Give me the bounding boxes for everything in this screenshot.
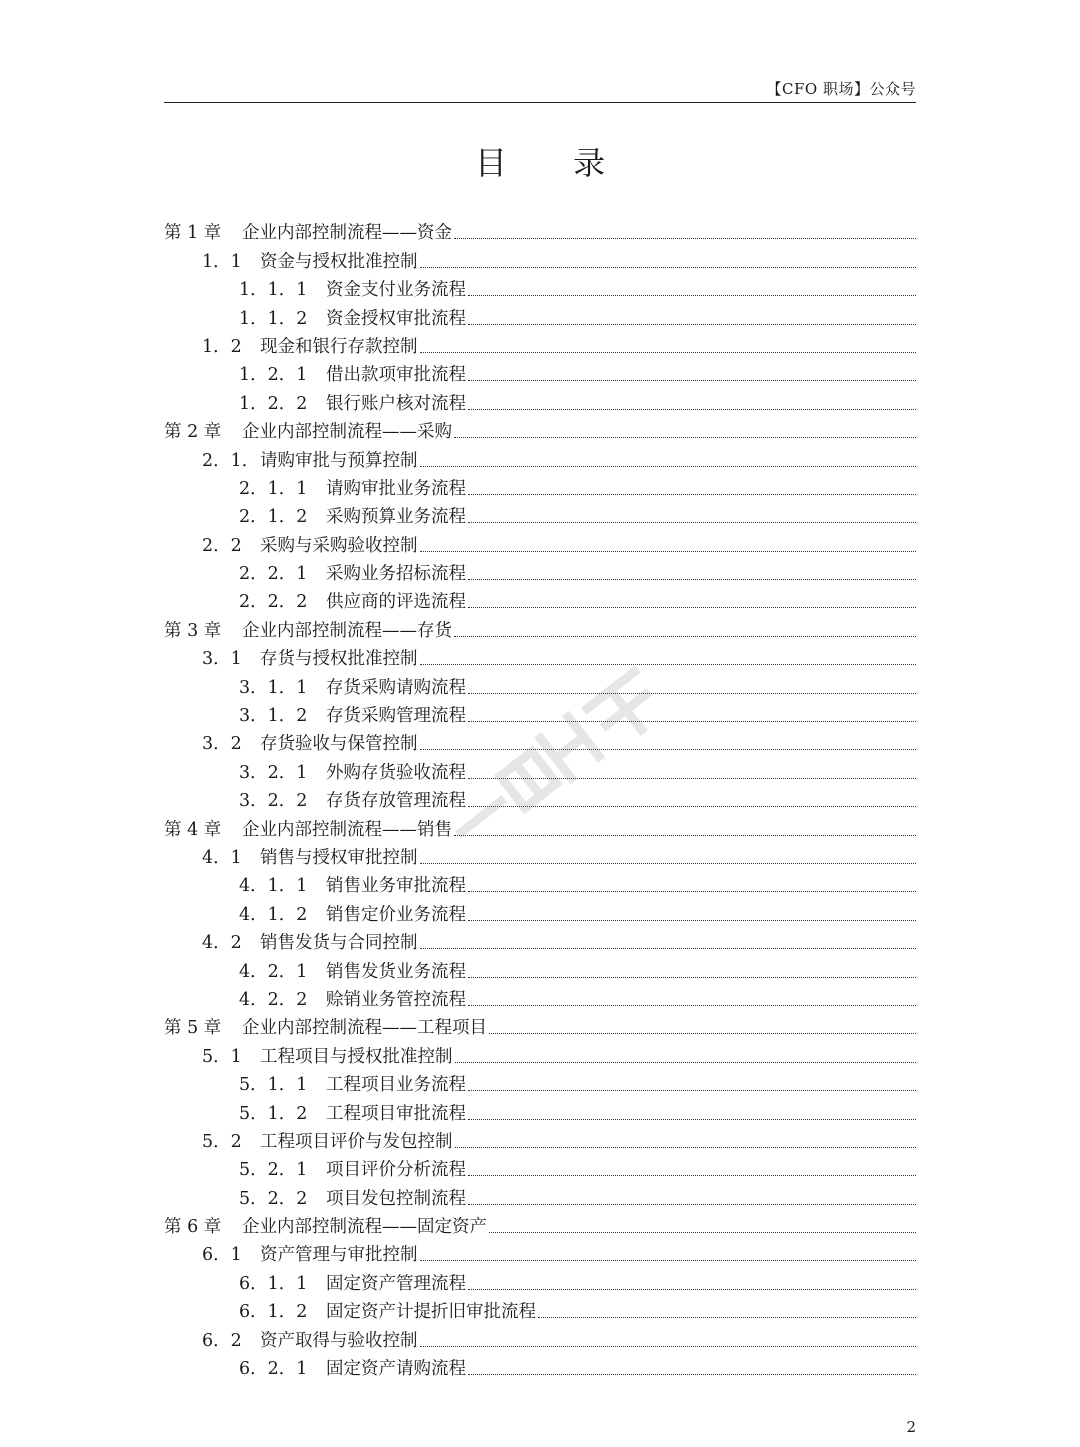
toc-entry-number: 3．2 xyxy=(202,734,242,755)
toc-entry-level3[interactable] xyxy=(164,1153,916,1181)
toc-entry-number: 3．1．1 xyxy=(239,677,308,698)
toc-entry-level1[interactable] xyxy=(164,216,916,244)
toc-entry-title: 销售定价业务流程 xyxy=(326,904,466,925)
toc-entry-level3[interactable] xyxy=(164,784,916,812)
toc-dot-leader xyxy=(420,266,917,268)
toc-entry-level3[interactable] xyxy=(164,897,916,925)
toc-dot-leader xyxy=(489,1231,916,1233)
toc-entry-title: 采购预算业务流程 xyxy=(326,507,466,528)
toc-entry-title: 项目发包控制流程 xyxy=(326,1188,466,1209)
toc-entry-title: 销售业务审批流程 xyxy=(326,876,466,897)
toc-entry-number: 第 6 章 xyxy=(164,1217,222,1238)
toc-entry-title: 资产取得与验收控制 xyxy=(260,1330,418,1351)
toc-entry-title: 存货采购管理流程 xyxy=(326,706,466,727)
toc-entry-title: 外购存货验收流程 xyxy=(326,762,466,783)
toc-dot-leader xyxy=(538,1316,916,1318)
toc-entry-number: 第 5 章 xyxy=(164,1018,222,1039)
toc-entry-title: 资金授权审批流程 xyxy=(326,308,466,329)
toc-entry-level2[interactable] xyxy=(164,642,916,670)
toc-entry-number: 4．2．2 xyxy=(239,989,308,1010)
toc-entry-title: 销售发货与合同控制 xyxy=(260,933,418,954)
toc-entry-number: 2．1．1 xyxy=(239,478,308,499)
toc-entry-number: 1．1 xyxy=(202,251,242,272)
toc-dot-leader xyxy=(468,578,916,580)
toc-entry-number: 第 3 章 xyxy=(164,620,222,641)
toc-entry-number: 1．1．2 xyxy=(239,308,308,329)
toc-entry-number: 5．1．1 xyxy=(239,1075,308,1096)
toc-entry-number: 3．2．1 xyxy=(239,762,308,783)
toc-dot-leader xyxy=(468,408,916,410)
toc-entry-title: 银行账户核对流程 xyxy=(326,393,466,414)
toc-dot-leader xyxy=(468,521,916,523)
toc-entry-level2[interactable] xyxy=(164,1039,916,1067)
toc-dot-leader xyxy=(454,635,916,637)
toc-entry-level2[interactable] xyxy=(164,330,916,358)
toc-entry-title: 现金和银行存款控制 xyxy=(260,336,418,357)
toc-entry-level3[interactable] xyxy=(164,869,916,897)
toc-entry-title: 资金与授权批准控制 xyxy=(260,251,418,272)
toc-entry-number: 第 2 章 xyxy=(164,422,222,443)
toc-entry-level1[interactable] xyxy=(164,812,916,840)
table-of-contents xyxy=(164,216,916,1380)
toc-entry-number: 3．1 xyxy=(202,649,242,670)
toc-entry-number: 5．1 xyxy=(202,1046,242,1067)
toc-dot-leader xyxy=(489,1032,916,1034)
toc-entry-level3[interactable] xyxy=(164,1181,916,1209)
toc-entry-number: 5．1．2 xyxy=(239,1103,308,1124)
toc-entry-title: 工程项目评价与发包控制 xyxy=(260,1131,453,1152)
page-header xyxy=(164,78,916,103)
toc-dot-leader xyxy=(455,1061,917,1063)
toc-dot-leader xyxy=(468,1288,916,1290)
toc-entry-title: 存货采购请购流程 xyxy=(326,677,466,698)
toc-dot-leader xyxy=(468,890,916,892)
toc-entry-number: 5．2 xyxy=(202,1131,242,1152)
toc-entry-number: 2．2．1 xyxy=(239,564,308,585)
toc-entry-level3[interactable] xyxy=(164,472,916,500)
toc-dot-leader xyxy=(468,1174,916,1176)
toc-entry-number: 4．2 xyxy=(202,933,242,954)
toc-entry-level3[interactable] xyxy=(164,1352,916,1380)
toc-entry-number: 6．1．1 xyxy=(239,1273,308,1294)
toc-entry-title: 企业内部控制流程——工程项目 xyxy=(242,1018,487,1039)
toc-entry-title: 企业内部控制流程——资金 xyxy=(242,223,452,244)
toc-entry-level2[interactable] xyxy=(164,244,916,272)
toc-dot-leader xyxy=(454,237,916,239)
toc-entry-level1[interactable] xyxy=(164,415,916,443)
toc-entry-title: 工程项目审批流程 xyxy=(326,1103,466,1124)
toc-entry-number: 4．1 xyxy=(202,847,242,868)
toc-entry-number: 6．1．2 xyxy=(239,1302,308,1323)
toc-entry-level2[interactable] xyxy=(164,841,916,869)
toc-entry-number: 3．1．2 xyxy=(239,706,308,727)
toc-entry-title: 企业内部控制流程——销售 xyxy=(242,819,452,840)
toc-entry-title: 存货与授权批准控制 xyxy=(260,649,418,670)
toc-entry-number: 2．2．2 xyxy=(239,592,308,613)
toc-entry-number: 4．1．2 xyxy=(239,904,308,925)
toc-entry-title: 请购审批业务流程 xyxy=(326,478,466,499)
toc-entry-number: 4．2．1 xyxy=(239,961,308,982)
toc-dot-leader xyxy=(468,606,916,608)
toc-dot-leader xyxy=(420,1259,917,1261)
toc-entry-title: 请购审批与预算控制 xyxy=(260,450,418,471)
toc-dot-leader xyxy=(455,1146,917,1148)
toc-entry-level2[interactable] xyxy=(164,1125,916,1153)
page-title: 目 录 xyxy=(474,144,634,182)
toc-dot-leader xyxy=(468,720,916,722)
toc-dot-leader xyxy=(468,805,916,807)
toc-dot-leader xyxy=(468,919,916,921)
toc-dot-leader xyxy=(420,663,917,665)
toc-entry-level3[interactable] xyxy=(164,983,916,1011)
toc-entry-number: 2．1． xyxy=(202,450,260,471)
toc-entry-level3[interactable] xyxy=(164,699,916,727)
toc-entry-number: 2．2 xyxy=(202,535,242,556)
toc-entry-level3[interactable] xyxy=(164,500,916,528)
toc-entry-level3[interactable] xyxy=(164,1068,916,1096)
toc-dot-leader xyxy=(454,436,916,438)
toc-entry-title: 工程项目业务流程 xyxy=(326,1075,466,1096)
toc-entry-title: 工程项目与授权批准控制 xyxy=(260,1046,453,1067)
toc-dot-leader xyxy=(420,351,917,353)
toc-entry-level3[interactable] xyxy=(164,670,916,698)
toc-entry-title: 资金支付业务流程 xyxy=(326,280,466,301)
toc-dot-leader xyxy=(468,1203,916,1205)
toc-entry-number: 2．1．2 xyxy=(239,507,308,528)
toc-entry-title: 借出款项审批流程 xyxy=(326,365,466,386)
toc-entry-number: 1．2．2 xyxy=(239,393,308,414)
toc-entry-level2[interactable] xyxy=(164,1323,916,1351)
toc-entry-level2[interactable] xyxy=(164,1238,916,1266)
toc-entry-level1[interactable] xyxy=(164,613,916,641)
toc-dot-leader xyxy=(468,692,916,694)
toc-entry-number: 4．1．1 xyxy=(239,876,308,897)
toc-dot-leader xyxy=(454,834,916,836)
toc-entry-number: 第 4 章 xyxy=(164,819,222,840)
toc-entry-title: 赊销业务管控流程 xyxy=(326,989,466,1010)
toc-entry-level3[interactable] xyxy=(164,1266,916,1294)
toc-dot-leader xyxy=(420,550,917,552)
header-text: 【CFO 职场】公众号 xyxy=(766,80,916,98)
toc-entry-number: 1．2．1 xyxy=(239,365,308,386)
toc-dot-leader xyxy=(468,493,916,495)
toc-entry-number: 6．2．1 xyxy=(239,1359,308,1380)
toc-entry-level1[interactable] xyxy=(164,1011,916,1039)
toc-entry-level3[interactable] xyxy=(164,273,916,301)
toc-entry-level3[interactable] xyxy=(164,1096,916,1124)
toc-entry-level3[interactable] xyxy=(164,755,916,783)
toc-entry-number: 6．1 xyxy=(202,1245,242,1266)
toc-entry-level3[interactable] xyxy=(164,386,916,414)
toc-entry-number: 1．1．1 xyxy=(239,280,308,301)
toc-entry-title: 存货验收与保管控制 xyxy=(260,734,418,755)
toc-entry-level2[interactable] xyxy=(164,727,916,755)
toc-entry-level3[interactable] xyxy=(164,301,916,329)
toc-dot-leader xyxy=(468,1004,916,1006)
toc-dot-leader xyxy=(468,323,916,325)
toc-entry-title: 销售与授权审批控制 xyxy=(260,847,418,868)
toc-entry-level3[interactable] xyxy=(164,585,916,613)
toc-entry-title: 固定资产请购流程 xyxy=(326,1359,466,1380)
toc-entry-title: 存货存放管理流程 xyxy=(326,791,466,812)
toc-entry-title: 采购业务招标流程 xyxy=(326,564,466,585)
toc-dot-leader xyxy=(468,1373,916,1375)
toc-entry-number: 5．2．1 xyxy=(239,1160,308,1181)
toc-entry-number: 1．2 xyxy=(202,336,242,357)
toc-entry-level2[interactable] xyxy=(164,528,916,556)
toc-entry-title: 企业内部控制流程——采购 xyxy=(242,422,452,443)
toc-entry-title: 企业内部控制流程——存货 xyxy=(242,620,452,641)
toc-entry-level2[interactable] xyxy=(164,443,916,471)
toc-dot-leader xyxy=(468,294,916,296)
toc-dot-leader xyxy=(468,976,916,978)
toc-dot-leader xyxy=(420,1345,917,1347)
toc-dot-leader xyxy=(420,465,917,467)
toc-entry-number: 5．2．2 xyxy=(239,1188,308,1209)
toc-entry-title: 企业内部控制流程——固定资产 xyxy=(242,1217,487,1238)
page-number: 2 xyxy=(906,1418,916,1436)
toc-dot-leader xyxy=(468,1089,916,1091)
toc-entry-number: 第 1 章 xyxy=(164,223,222,244)
toc-entry-level3[interactable] xyxy=(164,954,916,982)
toc-dot-leader xyxy=(420,748,917,750)
toc-entry-number: 3．2．2 xyxy=(239,791,308,812)
toc-entry-level3[interactable] xyxy=(164,557,916,585)
toc-dot-leader xyxy=(420,947,917,949)
toc-dot-leader xyxy=(468,777,916,779)
toc-entry-title: 资产管理与审批控制 xyxy=(260,1245,418,1266)
toc-entry-title: 固定资产管理流程 xyxy=(326,1273,466,1294)
toc-entry-title: 项目评价分析流程 xyxy=(326,1160,466,1181)
toc-dot-leader xyxy=(420,862,917,864)
toc-entry-title: 销售发货业务流程 xyxy=(326,961,466,982)
toc-entry-level3[interactable] xyxy=(164,358,916,386)
toc-dot-leader xyxy=(468,1118,916,1120)
toc-entry-title: 固定资产计提折旧审批流程 xyxy=(326,1302,536,1323)
toc-entry-title: 采购与采购验收控制 xyxy=(260,535,418,556)
toc-entry-level2[interactable] xyxy=(164,926,916,954)
toc-entry-level1[interactable] xyxy=(164,1210,916,1238)
toc-entry-title: 供应商的评选流程 xyxy=(326,592,466,613)
toc-dot-leader xyxy=(468,379,916,381)
toc-entry-number: 6．2 xyxy=(202,1330,242,1351)
toc-entry-level3[interactable] xyxy=(164,1295,916,1323)
